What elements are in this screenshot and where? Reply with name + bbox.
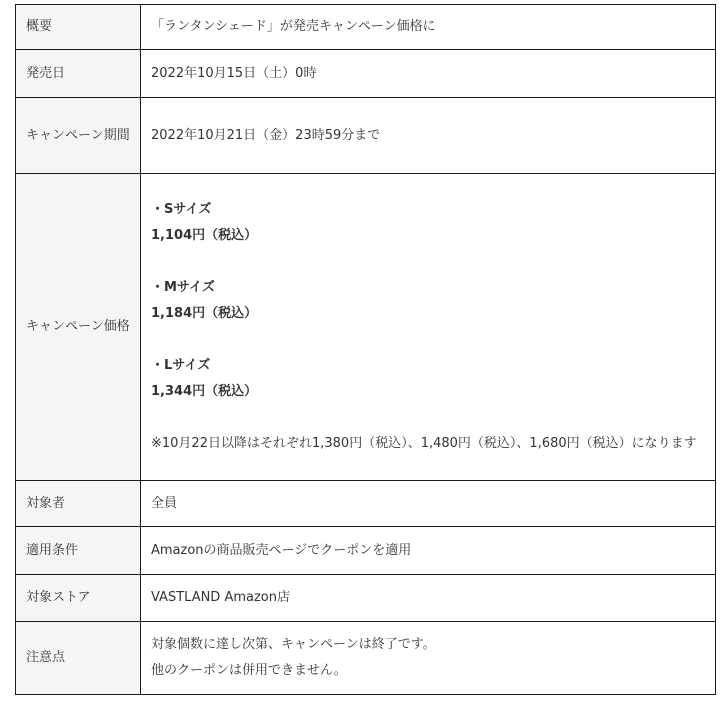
table-row-conditions bbox=[16, 527, 716, 575]
row-label: 対象ストア bbox=[16, 575, 141, 622]
table-row-overview bbox=[16, 5, 716, 50]
row-value: VASTLAND Amazon店 bbox=[141, 575, 716, 622]
row-label: 発売日 bbox=[16, 50, 141, 98]
note-line: 対象個数に達し次第、キャンペーンは終了です。 bbox=[151, 637, 436, 652]
price-note: ※10月22日以降はそれぞれ1,380円（税込）、1,480円（税込）、1,680円（税込）になります bbox=[151, 436, 697, 451]
table-row-store bbox=[16, 575, 716, 622]
size-l-price: 1,344円（税込） bbox=[151, 384, 258, 399]
row-value: 全員 bbox=[141, 481, 716, 527]
row-label: 注意点 bbox=[16, 622, 141, 695]
price-cell bbox=[141, 174, 716, 481]
row-label: キャンペーン価格 bbox=[16, 174, 141, 481]
size-s-name: ・Sサイズ bbox=[151, 202, 212, 217]
notes-cell bbox=[141, 622, 716, 695]
table-row-notes bbox=[16, 622, 716, 695]
table-row-campaign-price bbox=[16, 174, 716, 481]
campaign-info-table bbox=[15, 4, 716, 695]
row-label: キャンペーン期間 bbox=[16, 98, 141, 174]
size-m-price: 1,184円（税込） bbox=[151, 306, 258, 321]
row-label: 概要 bbox=[16, 5, 141, 50]
row-label: 適用条件 bbox=[16, 527, 141, 575]
size-l-name: ・Lサイズ bbox=[151, 358, 211, 373]
table-row-release-date bbox=[16, 50, 716, 98]
row-value: 2022年10月21日（金）23時59分まで bbox=[141, 98, 716, 174]
size-s-price: 1,104円（税込） bbox=[151, 228, 258, 243]
row-label: 対象者 bbox=[16, 481, 141, 527]
row-value: Amazonの商品販売ページでクーポンを適用 bbox=[141, 527, 716, 575]
size-m-name: ・Mサイズ bbox=[151, 280, 215, 295]
spacer bbox=[151, 405, 705, 431]
spacer bbox=[151, 249, 705, 275]
spacer bbox=[151, 327, 705, 353]
table-row-campaign-period bbox=[16, 98, 716, 174]
table-row-target bbox=[16, 481, 716, 527]
row-value: 「ランタンシェード」が発売キャンペーン価格に bbox=[141, 5, 716, 50]
note-line: 他のクーポンは併用できません。 bbox=[151, 663, 347, 678]
row-value: 2022年10月15日（土）0時 bbox=[141, 50, 716, 98]
